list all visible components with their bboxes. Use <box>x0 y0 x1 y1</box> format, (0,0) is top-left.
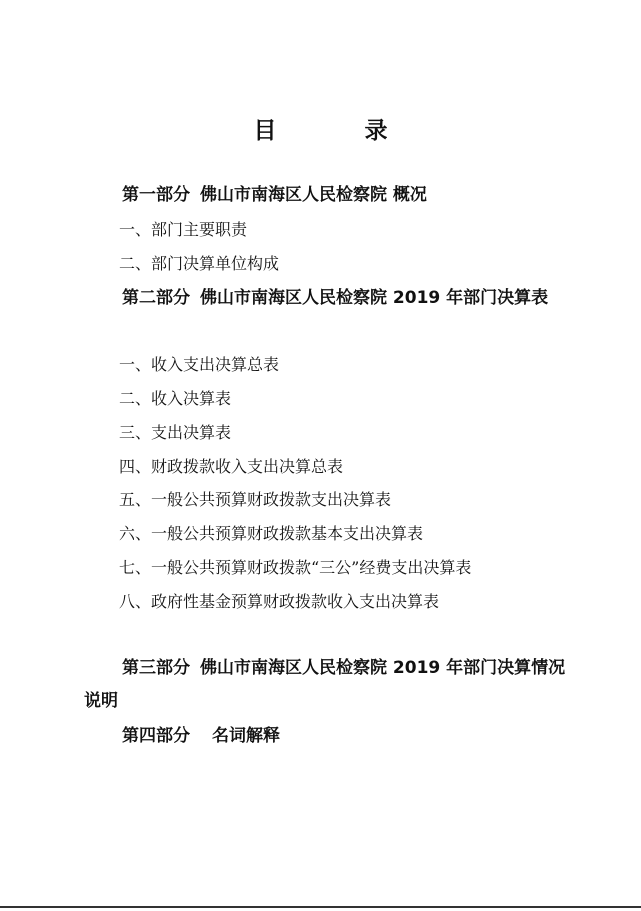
title-char-1: 目 <box>253 117 277 144</box>
toc-item-2-1: 一、收入支出决算总表 <box>119 355 280 374</box>
toc-part-2 <box>84 282 574 315</box>
toc-item-2-5: 五、一般公共预算财政拨款支出决算表 <box>119 490 392 509</box>
toc-part-4 <box>84 720 574 753</box>
toc-item-1-2: 二、部门决算单位构成 <box>119 254 280 273</box>
part-4-name: 名词解释 <box>212 726 280 746</box>
part-1-name: 佛山市南海区人民检察院 概况 <box>200 185 427 205</box>
page-title <box>0 112 641 145</box>
part-3-lead: 第三部分 <box>122 658 190 678</box>
toc-item-2-7: 七、一般公共预算财政拨款“三公”经费支出决算表 <box>119 558 472 577</box>
part-3-name: 佛山市南海区人民检察院 2019 年部门决算情况说明 <box>84 658 566 711</box>
toc-part-3 <box>84 652 574 718</box>
toc-item-1-1: 一、部门主要职责 <box>119 220 248 239</box>
part-2-lead: 第二部分 <box>122 288 190 308</box>
toc-part-1 <box>84 179 574 212</box>
toc-item-2-3: 三、支出决算表 <box>119 423 232 442</box>
part-1-lead: 第一部分 <box>122 185 190 205</box>
toc-item-2-2: 二、收入决算表 <box>119 389 232 408</box>
part-4-lead: 第四部分 <box>122 726 190 746</box>
toc-item-2-4: 四、财政拨款收入支出决算总表 <box>119 457 344 476</box>
part-2-name: 佛山市南海区人民检察院 2019 年部门决算表 <box>200 288 549 308</box>
toc-item-2-8: 八、政府性基金预算财政拨款收入支出决算表 <box>119 592 440 611</box>
title-char-2: 录 <box>364 117 388 144</box>
page-bottom-border <box>0 906 641 908</box>
toc-item-2-6: 六、一般公共预算财政拨款基本支出决算表 <box>119 524 424 543</box>
